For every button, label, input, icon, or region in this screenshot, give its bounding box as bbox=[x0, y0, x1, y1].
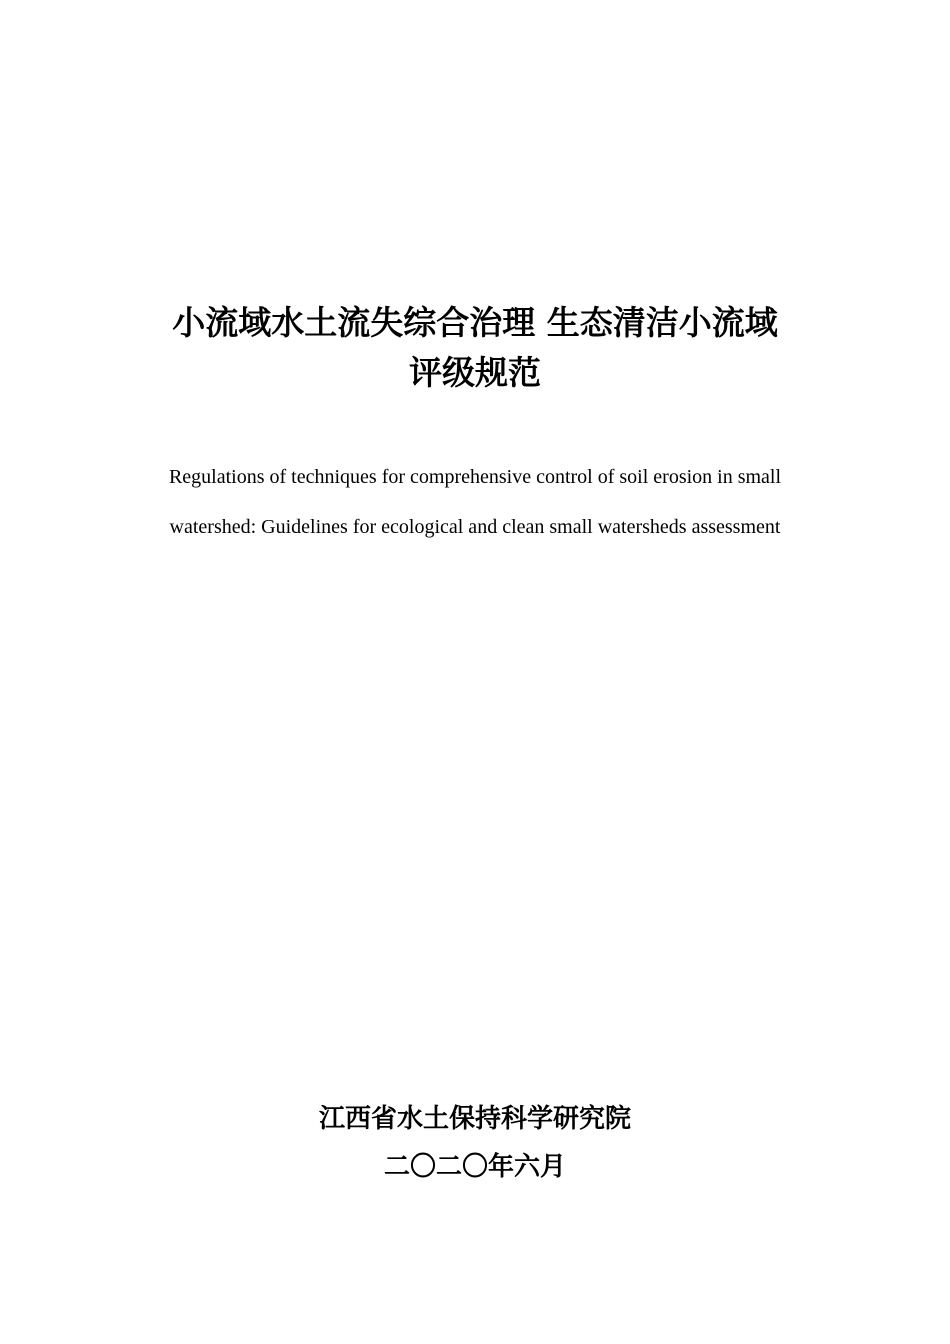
organization-name: 江西省水土保持科学研究院 bbox=[318, 1104, 631, 1134]
publisher-block bbox=[0, 1095, 950, 1191]
title-line-2: 评级规范 bbox=[409, 353, 541, 392]
document-title bbox=[0, 298, 950, 398]
title-line-1: 小流域水土流失综合治理 生态清洁小流域 bbox=[172, 303, 778, 342]
english-subtitle bbox=[0, 452, 950, 552]
subtitle-line-2: watershed: Guidelines for ecological and clean small watersheds assessment bbox=[169, 516, 781, 538]
publication-date: 二〇二〇年六月 bbox=[383, 1152, 566, 1182]
subtitle-line-1: Regulations of techniques for comprehensive control of soil erosion in small bbox=[168, 466, 782, 488]
